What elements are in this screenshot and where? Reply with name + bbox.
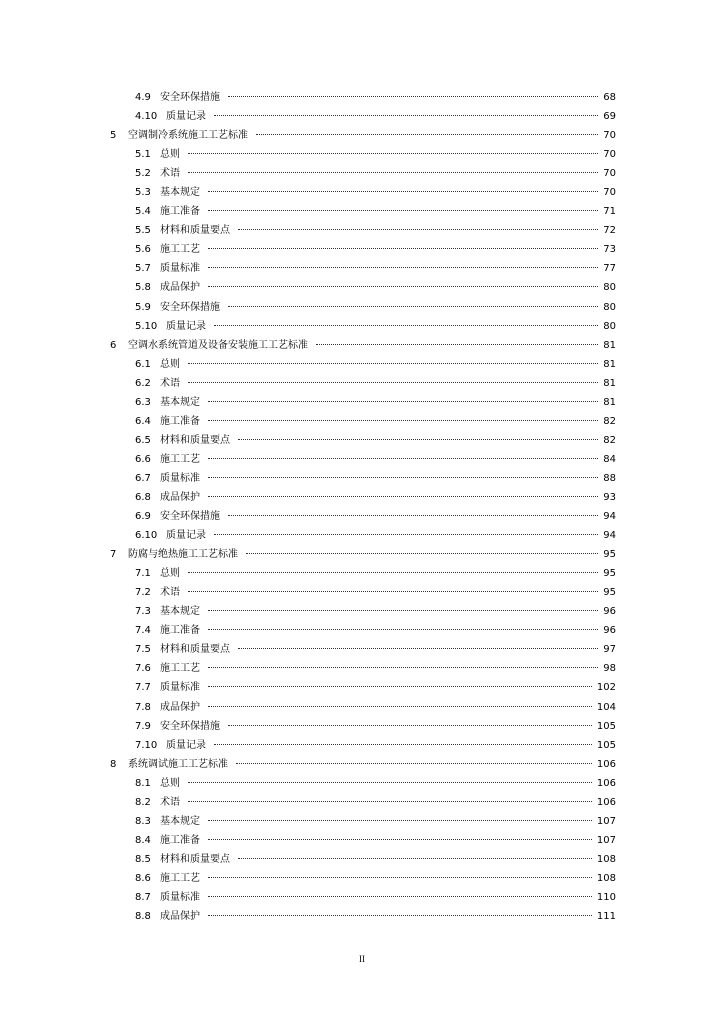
toc-entry-number: 5.4 <box>135 206 151 218</box>
toc-entry-title: 质量标准 <box>160 891 200 903</box>
toc-entry-number: 6.6 <box>135 453 151 465</box>
toc-entry-number: 6.7 <box>135 472 151 484</box>
toc-leader-dots <box>188 572 598 573</box>
toc-entry-title: 安全环保措施 <box>160 511 220 523</box>
toc-section-entry[interactable] <box>0 869 724 888</box>
toc-entry-title: 术语 <box>160 587 180 599</box>
toc-leader-dots <box>208 839 592 840</box>
toc-entry-title: 质量标准 <box>160 682 200 694</box>
toc-entry-title: 材料和质量要点 <box>160 644 230 656</box>
toc-entry-number: 6.5 <box>135 434 151 446</box>
toc-entry-number: 5.7 <box>135 263 151 275</box>
toc-section-entry[interactable] <box>0 145 724 164</box>
toc-entry-page: 88 <box>600 469 616 488</box>
toc-entry-page: 73 <box>600 240 616 259</box>
toc-leader-dots <box>214 115 598 116</box>
toc-leader-dots <box>208 210 598 211</box>
toc-leader-dots <box>228 725 592 726</box>
toc-section-entry[interactable] <box>0 393 724 412</box>
toc-section-entry[interactable] <box>0 774 724 793</box>
toc-entry-title: 成品保护 <box>160 491 200 503</box>
toc-section-entry[interactable] <box>0 850 724 869</box>
toc-section-entry[interactable] <box>0 736 724 755</box>
toc-entry-number: 5.10 <box>135 320 158 332</box>
toc-entry-title: 空调制冷系统施工工艺标准 <box>128 130 248 142</box>
toc-entry-number: 7.2 <box>135 587 151 599</box>
toc-entry-number: 7.3 <box>135 606 151 618</box>
toc-entry-page: 98 <box>600 659 616 678</box>
toc-entry-number: 8.5 <box>135 853 151 865</box>
toc-entry-page: 81 <box>600 336 616 355</box>
toc-entry-number: 7.8 <box>135 701 151 713</box>
toc-leader-dots <box>208 191 598 192</box>
toc-entry-number: 7.10 <box>135 739 158 751</box>
toc-entry-number: 6.2 <box>135 377 151 389</box>
toc-leader-dots <box>208 610 598 611</box>
toc-entry-number: 6.4 <box>135 415 151 427</box>
toc-entry-page: 93 <box>600 488 616 507</box>
toc-entry-page: 96 <box>600 621 616 640</box>
toc-section-entry[interactable] <box>0 621 724 640</box>
toc-entry-number: 5.1 <box>135 149 151 161</box>
toc-section-entry[interactable] <box>0 640 724 659</box>
toc-entry-number: 7.1 <box>135 568 151 580</box>
toc-leader-dots <box>188 801 592 802</box>
toc-entry-number: 8.1 <box>135 777 151 789</box>
toc-leader-dots <box>208 458 598 459</box>
toc-leader-dots <box>236 763 592 764</box>
toc-leader-dots <box>246 553 598 554</box>
toc-leader-dots <box>228 96 598 97</box>
toc-leader-dots <box>214 534 598 535</box>
toc-entry-number: 6.9 <box>135 511 151 523</box>
toc-section-entry[interactable] <box>0 793 724 812</box>
toc-entry-page: 70 <box>600 183 616 202</box>
toc-entry-number: 8.8 <box>135 911 151 923</box>
toc-leader-dots <box>188 782 592 783</box>
toc-entry-number: 4.10 <box>135 111 158 123</box>
toc-section-entry[interactable] <box>0 355 724 374</box>
toc-entry-number: 6.1 <box>135 358 151 370</box>
toc-entry-page: 108 <box>594 850 616 869</box>
toc-leader-dots <box>208 820 592 821</box>
toc-section-entry[interactable] <box>0 412 724 431</box>
toc-leader-dots <box>188 382 598 383</box>
toc-entry-title: 术语 <box>160 377 180 389</box>
toc-entry-title: 施工准备 <box>160 834 200 846</box>
toc-entry-page: 81 <box>600 355 616 374</box>
toc-leader-dots <box>228 515 598 516</box>
toc-entry-title: 术语 <box>160 168 180 180</box>
toc-section-entry[interactable] <box>0 278 724 297</box>
toc-entry-page: 111 <box>594 907 616 926</box>
toc-entry-page: 70 <box>600 164 616 183</box>
toc-entry-title: 防腐与绝热施工工艺标准 <box>128 549 238 561</box>
toc-section-entry[interactable] <box>0 507 724 526</box>
toc-entry-title: 施工工艺 <box>160 872 200 884</box>
toc-section-entry[interactable] <box>0 698 724 717</box>
toc-entry-title: 施工准备 <box>160 415 200 427</box>
toc-entry-page: 106 <box>594 774 616 793</box>
toc-section-entry[interactable] <box>0 107 724 126</box>
toc-entry-title: 安全环保措施 <box>160 720 220 732</box>
toc-section-entry[interactable] <box>0 317 724 336</box>
toc-entry-page: 97 <box>600 640 616 659</box>
toc-entry-page: 95 <box>600 583 616 602</box>
toc-entry-number: 8.3 <box>135 815 151 827</box>
toc-section-entry[interactable] <box>0 717 724 736</box>
toc-entry-page: 70 <box>600 126 616 145</box>
toc-entry-number: 5.8 <box>135 282 151 294</box>
toc-leader-dots <box>214 744 592 745</box>
toc-entry-page: 69 <box>600 107 616 126</box>
toc-entry-page: 68 <box>600 88 616 107</box>
toc-entry-number: 8.4 <box>135 834 151 846</box>
toc-entry-title: 成品保护 <box>160 701 200 713</box>
toc-leader-dots <box>238 229 598 230</box>
toc-section-entry[interactable] <box>0 202 724 221</box>
toc-entry-title: 施工工艺 <box>160 244 200 256</box>
toc-entry-title: 基本规定 <box>160 815 200 827</box>
toc-entry-page: 107 <box>594 831 616 850</box>
toc-entry-page: 105 <box>594 736 616 755</box>
toc-entry-page: 80 <box>600 278 616 297</box>
toc-entry-page: 108 <box>594 869 616 888</box>
toc-entry-title: 材料和质量要点 <box>160 853 230 865</box>
toc-entry-page: 80 <box>600 298 616 317</box>
toc-entry-number: 5 <box>110 130 117 142</box>
toc-leader-dots <box>188 363 598 364</box>
toc-entry-title: 基本规定 <box>160 187 200 199</box>
toc-entry-title: 安全环保措施 <box>160 301 220 313</box>
toc-leader-dots <box>208 877 592 878</box>
toc-entry-page: 70 <box>600 145 616 164</box>
toc-entry-title: 材料和质量要点 <box>160 434 230 446</box>
toc-entry-title: 质量标准 <box>160 263 200 275</box>
toc-entry-number: 6 <box>110 339 117 351</box>
toc-section-entry[interactable] <box>0 183 724 202</box>
toc-leader-dots <box>208 248 598 249</box>
toc-entry-page: 102 <box>594 678 616 697</box>
toc-entry-number: 7.9 <box>135 720 151 732</box>
toc-leader-dots <box>228 306 598 307</box>
toc-section-entry[interactable] <box>0 240 724 259</box>
toc-entry-page: 82 <box>600 431 616 450</box>
table-of-contents <box>0 88 724 926</box>
toc-entry-number: 6.3 <box>135 396 151 408</box>
toc-entry-number: 8.2 <box>135 796 151 808</box>
toc-entry-page: 72 <box>600 221 616 240</box>
toc-entry-number: 7 <box>110 549 117 561</box>
toc-leader-dots <box>214 325 598 326</box>
toc-entry-number: 8.6 <box>135 872 151 884</box>
toc-entry-page: 110 <box>594 888 616 907</box>
toc-chapter-entry[interactable] <box>0 545 724 564</box>
toc-entry-title: 总则 <box>160 568 180 580</box>
toc-entry-title: 施工工艺 <box>160 453 200 465</box>
toc-entry-title: 总则 <box>160 777 180 789</box>
toc-entry-number: 7.4 <box>135 625 151 637</box>
toc-leader-dots <box>208 629 598 630</box>
toc-section-entry[interactable] <box>0 812 724 831</box>
toc-section-entry[interactable] <box>0 659 724 678</box>
toc-entry-page: 96 <box>600 602 616 621</box>
toc-section-entry[interactable] <box>0 450 724 469</box>
toc-entry-title: 质量记录 <box>166 320 206 332</box>
toc-leader-dots <box>208 420 598 421</box>
toc-entry-page: 95 <box>600 545 616 564</box>
toc-entry-title: 质量记录 <box>166 111 206 123</box>
toc-entry-title: 质量记录 <box>166 739 206 751</box>
toc-leader-dots <box>188 153 598 154</box>
toc-entry-title: 基本规定 <box>160 396 200 408</box>
toc-entry-page: 81 <box>600 374 616 393</box>
toc-entry-number: 7.5 <box>135 644 151 656</box>
toc-leader-dots <box>208 896 592 897</box>
toc-leader-dots <box>188 591 598 592</box>
toc-section-entry[interactable] <box>0 469 724 488</box>
toc-leader-dots <box>238 648 598 649</box>
toc-entry-number: 8.7 <box>135 891 151 903</box>
toc-entry-page: 104 <box>594 698 616 717</box>
toc-leader-dots <box>208 915 592 916</box>
toc-entry-number: 5.5 <box>135 225 151 237</box>
toc-section-entry[interactable] <box>0 907 724 926</box>
toc-leader-dots <box>208 686 592 687</box>
toc-entry-title: 基本规定 <box>160 606 200 618</box>
toc-section-entry[interactable] <box>0 831 724 850</box>
toc-entry-title: 系统调试施工工艺标准 <box>128 758 228 770</box>
toc-leader-dots <box>208 667 598 668</box>
toc-chapter-entry[interactable] <box>0 755 724 774</box>
toc-leader-dots <box>238 439 598 440</box>
toc-leader-dots <box>208 496 598 497</box>
toc-section-entry[interactable] <box>0 888 724 907</box>
toc-entry-page: 106 <box>594 793 616 812</box>
toc-section-entry[interactable] <box>0 374 724 393</box>
toc-entry-page: 71 <box>600 202 616 221</box>
toc-leader-dots <box>208 286 598 287</box>
toc-entry-number: 4.9 <box>135 92 151 103</box>
toc-leader-dots <box>256 134 598 135</box>
toc-entry-page: 106 <box>594 755 616 774</box>
toc-section-entry[interactable] <box>0 431 724 450</box>
toc-leader-dots <box>208 706 592 707</box>
toc-entry-title: 质量标准 <box>160 472 200 484</box>
toc-entry-number: 5.3 <box>135 187 151 199</box>
toc-entry-page: 80 <box>600 317 616 336</box>
toc-section-entry[interactable] <box>0 602 724 621</box>
toc-entry-title: 施工准备 <box>160 625 200 637</box>
toc-section-entry[interactable] <box>0 583 724 602</box>
toc-entry-page: 82 <box>600 412 616 431</box>
toc-leader-dots <box>208 477 598 478</box>
toc-entry-page: 94 <box>600 507 616 526</box>
toc-section-entry[interactable] <box>0 298 724 317</box>
toc-entry-page: 107 <box>594 812 616 831</box>
toc-entry-title: 术语 <box>160 796 180 808</box>
toc-section-entry[interactable] <box>0 488 724 507</box>
toc-leader-dots <box>238 858 592 859</box>
toc-leader-dots <box>208 401 598 402</box>
toc-entry-title: 成品保护 <box>160 911 200 923</box>
toc-entry-number: 5.2 <box>135 168 151 180</box>
toc-section-entry[interactable] <box>0 526 724 545</box>
toc-section-entry[interactable] <box>0 164 724 183</box>
toc-entry-title: 施工准备 <box>160 206 200 218</box>
toc-entry-page: 105 <box>594 717 616 736</box>
toc-entry-title: 空调水系统管道及设备安装施工工艺标准 <box>128 339 308 351</box>
toc-entry-number: 6.10 <box>135 530 158 542</box>
toc-entry-title: 总则 <box>160 149 180 161</box>
toc-section-entry[interactable] <box>0 259 724 278</box>
toc-leader-dots <box>188 172 598 173</box>
toc-entry-page: 94 <box>600 526 616 545</box>
toc-entry-number: 7.7 <box>135 682 151 694</box>
toc-entry-page: 84 <box>600 450 616 469</box>
toc-entry-number: 8 <box>110 758 117 770</box>
toc-entry-number: 6.8 <box>135 491 151 503</box>
toc-entry-title: 安全环保措施 <box>160 92 220 103</box>
toc-entry-title: 成品保护 <box>160 282 200 294</box>
toc-entry-title: 质量记录 <box>166 530 206 542</box>
toc-entry-number: 7.6 <box>135 663 151 675</box>
page-number: II <box>359 954 365 964</box>
toc-section-entry[interactable] <box>0 678 724 697</box>
toc-entry-title: 施工工艺 <box>160 663 200 675</box>
toc-entry-page: 81 <box>600 393 616 412</box>
toc-entry-number: 5.6 <box>135 244 151 256</box>
toc-entry-page: 77 <box>600 259 616 278</box>
toc-entry-page: 95 <box>600 564 616 583</box>
toc-section-entry[interactable] <box>0 564 724 583</box>
toc-section-entry[interactable] <box>0 88 724 107</box>
toc-leader-dots <box>316 344 598 345</box>
toc-leader-dots <box>208 267 598 268</box>
toc-chapter-entry[interactable] <box>0 126 724 145</box>
toc-entry-title: 总则 <box>160 358 180 370</box>
toc-entry-number: 5.9 <box>135 301 151 313</box>
toc-chapter-entry[interactable] <box>0 336 724 355</box>
toc-entry-title: 材料和质量要点 <box>160 225 230 237</box>
toc-section-entry[interactable] <box>0 221 724 240</box>
